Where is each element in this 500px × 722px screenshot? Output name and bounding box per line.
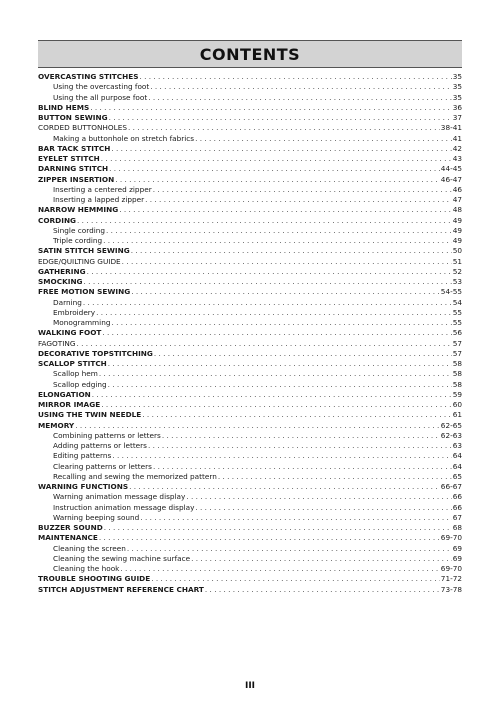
dot-leader (153, 185, 452, 195)
dot-leader (101, 154, 452, 164)
toc-entry-label: MIRROR IMAGE (38, 400, 101, 409)
toc-entry[interactable] (38, 328, 462, 338)
toc-entry-label: Adding patterns or letters (53, 441, 147, 450)
dot-leader (148, 441, 452, 451)
dot-leader (77, 216, 452, 226)
dot-leader (104, 523, 452, 533)
toc-entry[interactable] (38, 103, 462, 113)
dot-leader (162, 431, 440, 441)
toc-entry-label: Scallop edging (53, 379, 107, 389)
dot-leader (111, 144, 451, 154)
toc-entry-label: Warning beeping sound (53, 512, 140, 522)
toc-entry-page: 64 (452, 461, 462, 471)
toc-entry-page: 69-70 (440, 533, 462, 543)
toc-entry-page: 59 (452, 389, 462, 399)
dot-leader (129, 482, 440, 492)
toc-subentry[interactable] (38, 369, 462, 379)
dot-leader (99, 533, 440, 543)
toc-entry-page: 55 (452, 318, 462, 327)
dot-leader (120, 564, 439, 574)
dot-leader (150, 82, 451, 92)
dot-leader (148, 93, 451, 103)
dot-leader (131, 246, 452, 256)
toc-entry-label: Clearing patterns or letters (53, 461, 152, 471)
dot-leader (109, 164, 440, 174)
toc-entry[interactable] (38, 574, 462, 584)
toc-entry[interactable] (38, 175, 462, 185)
toc-entry-label: ELONGATION (38, 389, 91, 399)
toc-entry[interactable] (38, 359, 462, 369)
toc-entry-page: 52 (452, 266, 462, 276)
toc-entry-page: 67 (452, 512, 462, 522)
toc-entry[interactable] (38, 113, 462, 123)
toc-subentry[interactable] (38, 544, 462, 554)
toc-entry-page: 35 (452, 92, 462, 102)
toc-entry-page: 36 (452, 102, 462, 112)
toc-entry-label: FREE MOTION SEWING (38, 287, 131, 297)
toc-entry-label: Triple cording (53, 236, 103, 245)
dot-leader (92, 390, 452, 400)
toc-entry-page: 64 (452, 451, 462, 461)
toc-subentry[interactable] (38, 298, 462, 308)
dot-leader (195, 134, 452, 144)
toc-entry-label: EDGE/QUILTING GUIDE (38, 256, 121, 266)
toc-entry[interactable] (38, 482, 462, 492)
toc-subentry[interactable] (38, 564, 462, 574)
toc-entry-page: 73-78 (440, 584, 462, 594)
toc-entry-page: 69-70 (440, 564, 462, 573)
toc-entry[interactable] (38, 123, 462, 133)
toc-entry-page: 37 (452, 113, 462, 122)
toc-entry-page: 35 (452, 82, 462, 92)
page-number: III (244, 681, 256, 691)
dot-leader (127, 544, 452, 554)
toc-entry-page: 41 (452, 133, 462, 143)
dot-leader (195, 503, 451, 513)
toc-entry-label: SMOCKING (38, 277, 83, 286)
toc-entry-page: 38-41 (440, 123, 462, 133)
toc-subentry[interactable] (38, 554, 462, 564)
toc-entry-label: Scallop hem (53, 369, 98, 379)
dot-leader (77, 339, 452, 349)
toc-entry-page: 50 (452, 246, 462, 256)
dot-leader (83, 298, 452, 308)
toc-entry-page: 43 (452, 154, 462, 163)
toc-entry-page: 57 (452, 338, 462, 348)
dot-leader (103, 236, 452, 246)
toc-entry[interactable] (38, 523, 462, 533)
dot-leader (108, 380, 452, 390)
page-title: CONTENTS (199, 44, 301, 64)
toc-entry-page: 62-63 (440, 430, 462, 440)
dot-leader (218, 472, 452, 482)
toc-entry-label: SCALLOP STITCH (38, 359, 107, 368)
dot-leader (139, 72, 451, 82)
toc-entry-page: 54-55 (440, 287, 462, 297)
toc-entry-label: CORDING (38, 215, 77, 225)
toc-entry-label: NARROW HEMMING (38, 205, 119, 215)
toc-subentry[interactable] (38, 226, 462, 236)
toc-entry-label: MEMORY (38, 420, 75, 430)
toc-entry-page: 69 (452, 543, 462, 553)
toc-entry[interactable] (38, 277, 462, 287)
dot-leader (151, 574, 440, 584)
toc-entry-page: 68 (452, 523, 462, 532)
toc-entry-page: 65 (452, 471, 462, 481)
toc-entry-label: ZIPPER INSERTION (38, 174, 115, 184)
toc-entry-label: Warning animation message display (53, 492, 186, 502)
toc-entry-page: 48 (452, 205, 462, 215)
table-of-contents (38, 72, 462, 595)
toc-entry-label: DARNING STITCH (38, 164, 109, 174)
toc-entry[interactable] (38, 349, 462, 359)
toc-entry-label: SATIN STITCH SEWING (38, 246, 130, 256)
dot-leader (101, 400, 452, 410)
toc-entry-page: 42 (452, 143, 462, 153)
toc-entry-label: STITCH ADJUSTMENT REFERENCE CHART (38, 584, 204, 594)
dot-leader (205, 585, 440, 595)
toc-subentry[interactable] (38, 513, 462, 523)
toc-entry[interactable] (38, 287, 462, 297)
toc-entry-label: Making a buttonhole on stretch fabrics (53, 133, 195, 143)
toc-entry-page: 71-72 (440, 574, 462, 584)
toc-entry-label: BAR TACK STITCH (38, 143, 111, 153)
toc-entry-label: BUTTON SEWING (38, 113, 108, 122)
toc-entry[interactable] (38, 246, 462, 256)
toc-subentry[interactable] (38, 451, 462, 461)
dot-leader (128, 123, 440, 133)
toc-entry-label: Combining patterns or letters (53, 430, 161, 440)
toc-subentry[interactable] (38, 441, 462, 451)
toc-subentry[interactable] (38, 134, 462, 144)
toc-entry-label: Single cording (53, 225, 106, 235)
toc-entry[interactable] (38, 257, 462, 267)
dot-leader (131, 287, 440, 297)
dot-leader (154, 349, 452, 359)
toc-entry-label: Inserting a centered zipper (53, 184, 152, 194)
toc-entry-label: DECORATIVE TOPSTITCHING (38, 348, 153, 358)
dot-leader (145, 195, 452, 205)
toc-subentry[interactable] (38, 492, 462, 502)
dot-leader (108, 359, 452, 369)
toc-entry-page: 60 (452, 400, 462, 409)
toc-entry-label: Using the overcasting foot (53, 82, 150, 92)
toc-entry-label: TROUBLE SHOOTING GUIDE (38, 574, 151, 584)
toc-entry-page: 54 (452, 297, 462, 307)
toc-entry[interactable] (38, 533, 462, 543)
dot-leader (119, 205, 451, 215)
toc-entry-label: OVERCASTING STITCHES (38, 72, 139, 81)
dot-leader (122, 257, 452, 267)
toc-entry-page: 55 (452, 307, 462, 317)
toc-subentry[interactable] (38, 431, 462, 441)
toc-entry-page: 56 (452, 328, 462, 338)
toc-subentry[interactable] (38, 503, 462, 513)
toc-entry-page: 51 (452, 256, 462, 266)
toc-entry-label: Cleaning the sewing machine surface (53, 553, 191, 563)
toc-subentry[interactable] (38, 236, 462, 246)
toc-subentry[interactable] (38, 318, 462, 328)
toc-entry-page: 66 (452, 502, 462, 512)
toc-entry[interactable] (38, 421, 462, 431)
toc-entry-page: 58 (452, 379, 462, 389)
toc-entry-label: WALKING FOOT (38, 328, 102, 338)
toc-entry-label: Inserting a lapped zipper (53, 195, 145, 204)
dot-leader (75, 421, 440, 431)
toc-subentry[interactable] (38, 93, 462, 103)
toc-entry-page: 53 (452, 277, 462, 286)
toc-entry-label: WARNING FUNCTIONS (38, 482, 129, 491)
toc-entry-label: Cleaning the hook (53, 564, 120, 573)
toc-entry-label: BLIND HEMS (38, 102, 90, 112)
toc-entry-page: 61 (452, 410, 462, 420)
dot-leader (99, 369, 452, 379)
toc-entry-label: Recalling and sewing the memorized pattern (53, 471, 217, 481)
toc-entry[interactable] (38, 585, 462, 595)
dot-leader (191, 554, 452, 564)
toc-subentry[interactable] (38, 195, 462, 205)
toc-entry-label: Cleaning the screen (53, 543, 126, 553)
toc-entry-page: 44-45 (440, 164, 462, 174)
toc-entry[interactable] (38, 144, 462, 154)
toc-subentry[interactable] (38, 462, 462, 472)
toc-entry[interactable] (38, 410, 462, 420)
toc-entry-page: 58 (452, 359, 462, 368)
toc-entry-label: FAGOTING (38, 338, 76, 348)
toc-entry-label: USING THE TWIN NEEDLE (38, 410, 142, 420)
toc-entry[interactable] (38, 164, 462, 174)
toc-entry-page: 63 (452, 441, 462, 450)
toc-entry-page: 49 (452, 236, 462, 245)
toc-subentry[interactable] (38, 380, 462, 390)
toc-entry-page: 46 (452, 184, 462, 194)
toc-entry-page: 62-65 (440, 420, 462, 430)
toc-subentry[interactable] (38, 472, 462, 482)
toc-entry[interactable] (38, 154, 462, 164)
toc-entry-page: 35 (452, 72, 462, 81)
toc-entry-page: 66-67 (440, 482, 462, 491)
dot-leader (111, 318, 451, 328)
toc-entry-label: Embroidery (53, 307, 96, 317)
toc-entry-label: Instruction animation message display (53, 502, 195, 512)
toc-entry-label: GATHERING (38, 266, 86, 276)
contents-header (38, 40, 462, 68)
toc-entry-label: CORDED BUTTONHOLES (38, 123, 127, 133)
toc-entry[interactable] (38, 390, 462, 400)
toc-entry[interactable] (38, 72, 462, 82)
dot-leader (84, 277, 452, 287)
toc-subentry[interactable] (38, 82, 462, 92)
toc-entry[interactable] (38, 400, 462, 410)
dot-leader (112, 451, 451, 461)
dot-leader (90, 103, 451, 113)
toc-entry-label: Monogramming (53, 318, 111, 327)
dot-leader (87, 267, 452, 277)
toc-entry-label: MAINTENANCE (38, 533, 98, 543)
toc-entry-label: EYELET STITCH (38, 154, 100, 163)
toc-entry-page: 69 (452, 553, 462, 563)
dot-leader (106, 226, 452, 236)
toc-entry-label: Using the all purpose foot (53, 92, 148, 102)
toc-entry[interactable] (38, 205, 462, 215)
toc-entry[interactable] (38, 267, 462, 277)
dot-leader (102, 328, 451, 338)
toc-entry-page: 47 (452, 195, 462, 204)
toc-entry-label: Editing patterns (53, 451, 112, 461)
toc-entry-page: 58 (452, 369, 462, 379)
dot-leader (186, 492, 451, 502)
dot-leader (96, 308, 452, 318)
toc-entry-page: 49 (452, 225, 462, 235)
dot-leader (153, 462, 452, 472)
toc-entry-page: 49 (452, 215, 462, 225)
toc-entry-label: BUZZER SOUND (38, 523, 103, 532)
dot-leader (109, 113, 452, 123)
toc-entry[interactable] (38, 216, 462, 226)
dot-leader (115, 175, 440, 185)
toc-subentry[interactable] (38, 185, 462, 195)
toc-entry-page: 66 (452, 492, 462, 502)
dot-leader (142, 410, 451, 420)
dot-leader (140, 513, 451, 523)
toc-entry-page: 46-47 (440, 174, 462, 184)
toc-entry-page: 57 (452, 348, 462, 358)
toc-subentry[interactable] (38, 308, 462, 318)
toc-entry[interactable] (38, 339, 462, 349)
toc-entry-label: Darning (53, 297, 82, 307)
